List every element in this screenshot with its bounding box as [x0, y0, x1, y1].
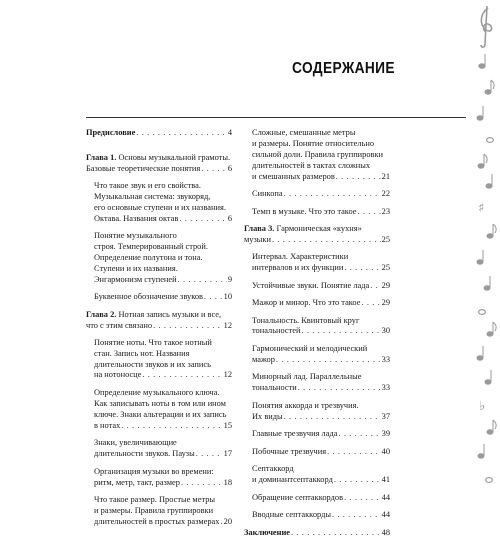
toc-right-column [244, 128, 390, 552]
dot-leader [272, 235, 381, 246]
toc-entry-title: Буквенное обозначение звуков [94, 292, 204, 302]
toc-entry-text: Сложные, смешанные метры [252, 128, 356, 137]
toc-entry-title: тональности [252, 383, 297, 393]
toc-entry-text: Организация музыки во времени: [94, 466, 214, 476]
toc-entry-text-line [252, 252, 390, 263]
toc-entry[interactable] [86, 310, 232, 332]
toc-entry-last-line [252, 189, 390, 200]
dot-leader [338, 429, 380, 440]
toc-entry[interactable] [244, 224, 390, 246]
toc-entry[interactable] [244, 298, 390, 309]
toc-entry-text-line [252, 161, 390, 172]
toc-entry-text: Определение музыкального ключа. [94, 387, 220, 397]
toc-page-number: 15 [223, 420, 232, 430]
toc-entry-text-line [244, 224, 390, 235]
toc-entry-text-line [252, 372, 390, 383]
toc-entry-title: на нотоносце [94, 370, 142, 380]
toc-entry[interactable] [244, 372, 390, 394]
page-title: СОДЕРЖАНИЕ [292, 60, 395, 77]
toc-entry-text-line [94, 192, 232, 203]
toc-entry-title: Главные трезвучия лада [252, 429, 338, 439]
toc-entry[interactable] [86, 292, 232, 303]
toc-entry-text: и размеры. Правила группировки [94, 505, 214, 515]
toc-page-number: 6 [227, 213, 232, 223]
toc-entry-text: Минорный лад. Параллельные [252, 372, 362, 382]
toc-entry[interactable] [244, 189, 390, 200]
toc-entry-text-line [252, 316, 390, 327]
title-rule [86, 117, 466, 118]
toc-entry-last-line [252, 493, 390, 504]
toc-entry-title: Устойчивые звуки. Понятие лада [252, 280, 370, 290]
toc-entry-title: Темп в музыке. Что это такое [252, 206, 357, 216]
toc-page-number: 39 [381, 429, 390, 439]
toc-entry-text-line [94, 506, 232, 517]
toc-entry-text: Что такое звук и его свойства. [94, 180, 201, 190]
toc-page-number: 29 [381, 280, 390, 290]
toc-entry-last-line [94, 275, 232, 286]
toc-entry-title: длительности звуков. Паузы [94, 449, 195, 459]
toc-page-number: 41 [381, 475, 390, 485]
toc-entry-last-line [252, 447, 390, 458]
toc-entry[interactable] [244, 128, 390, 183]
dot-leader [276, 355, 381, 366]
toc-entry-text-line [86, 310, 232, 321]
dot-leader [301, 326, 380, 337]
toc-entry-last-line [94, 421, 232, 432]
toc-entry-title: и доминантсептаккорд [252, 475, 333, 485]
toc-entry-title: в нотах [94, 420, 121, 430]
toc-page-number: 23 [381, 206, 390, 216]
toc-entry-title: Побочные трезвучия [252, 446, 327, 456]
dot-leader [201, 164, 227, 175]
toc-entry-last-line [94, 478, 232, 489]
toc-entry-text-line [94, 203, 232, 214]
toc-entry-text-line [252, 401, 390, 412]
toc-entry[interactable] [244, 429, 390, 440]
toc-entry-last-line [252, 412, 390, 423]
toc-entry-title: Предисловие [86, 128, 136, 137]
toc-entry[interactable] [86, 153, 232, 175]
toc-entry-text: стан. Запись нот. Названия [94, 348, 190, 358]
toc-entry-text-line [252, 464, 390, 475]
toc-entry-text-line [94, 181, 232, 192]
toc-entry[interactable] [244, 464, 390, 486]
toc-entry-text-line [94, 349, 232, 360]
toc-page-number: 12 [223, 370, 232, 380]
toc-entry-text: длительностей в тактах сложных [252, 160, 371, 170]
toc-entry-text-line [86, 153, 232, 164]
dot-leader [298, 383, 381, 394]
toc-entry-title: и смешанных размеров [252, 171, 335, 181]
toc-page-number: 18 [223, 477, 232, 487]
toc-entry-text: Знаки, увеличивающие [94, 438, 177, 448]
dot-leader [153, 321, 223, 332]
toc-page-number: 37 [381, 411, 390, 421]
toc-page-number: 40 [381, 446, 390, 456]
toc-entry[interactable] [86, 231, 232, 286]
toc-entry-last-line [94, 370, 232, 381]
toc-entry[interactable] [86, 128, 232, 139]
toc-entry-last-line [244, 528, 390, 539]
svg-text:♯: ♯ [478, 201, 485, 216]
chapter-number: Глава 2. [86, 309, 117, 319]
toc-page-number: 21 [381, 171, 390, 181]
chapter-number: Глава 1. [86, 152, 117, 162]
toc-entry-title: Энгармонизм ступеней [94, 274, 177, 284]
toc-entry[interactable] [86, 467, 232, 489]
toc-entry-title: музыки [244, 235, 271, 245]
toc-entry-last-line [86, 164, 232, 175]
dot-leader [284, 189, 381, 200]
toc-entry-title: Мажор и минор. Что это такое [252, 298, 361, 308]
toc-entry-text: Понятие ноты. Что такое нотный [94, 337, 212, 347]
toc-entry-text-line [94, 388, 232, 399]
toc-entry[interactable] [244, 528, 390, 539]
dot-leader [370, 281, 380, 292]
toc-entry[interactable] [244, 207, 390, 218]
toc-entry[interactable] [86, 388, 232, 432]
toc-entry-last-line [252, 172, 390, 183]
toc-entry-text-line [252, 150, 390, 161]
toc-entry-text: строя. Темперированный строй. [94, 242, 208, 252]
toc-entry-last-line [252, 355, 390, 366]
toc-entry-text: сильной доли. Правила группировки [252, 149, 384, 159]
toc-page-number: 44 [381, 510, 390, 520]
toc-entry-title: Их виды [252, 411, 283, 421]
dot-leader [181, 478, 223, 489]
toc-entry-title: тональностей [252, 326, 301, 336]
toc-entry-last-line [252, 281, 390, 292]
toc-entry-text: Гармонический и мелодический [252, 343, 368, 353]
toc-entry-text-line [94, 231, 232, 242]
toc-entry-last-line [94, 292, 232, 303]
toc-entry-title: Октава. Названия октав [94, 213, 179, 223]
chapter-number: Глава 3. [244, 224, 275, 234]
dot-leader [344, 263, 380, 274]
toc-entry-title: Базовые теоретические понятия [86, 163, 201, 173]
toc-entry[interactable] [86, 181, 232, 225]
toc-entry[interactable] [244, 493, 390, 504]
toc-entry[interactable] [86, 338, 232, 382]
toc-entry-title: Вводные септаккорды [252, 510, 331, 520]
dot-leader [136, 128, 227, 139]
toc-entry-text: Музыкальная система: звукоряд, [94, 191, 211, 201]
toc-page-number: 25 [381, 263, 390, 273]
toc-entry-last-line [252, 510, 390, 521]
toc-page-number: 17 [223, 449, 232, 459]
dot-leader [121, 421, 222, 432]
toc-entry-last-line [94, 214, 232, 225]
toc-entry[interactable] [244, 252, 390, 274]
toc-entry[interactable] [244, 401, 390, 423]
toc-entry-last-line [94, 517, 232, 528]
toc-page-number: 25 [381, 235, 390, 245]
toc-page-number: 44 [381, 492, 390, 502]
toc-entry-text-line [94, 360, 232, 371]
toc-entry-text: Понятие музыкального [94, 231, 177, 241]
dot-leader [142, 370, 222, 381]
toc-entry-last-line [244, 235, 390, 246]
dot-leader [178, 275, 227, 286]
toc-entry-text: Основы музыкальной грамоты. [116, 152, 231, 162]
toc-entry-title: Заключение [244, 527, 291, 537]
toc-entry-text-line [94, 399, 232, 410]
toc-entry-title: что с этим связано [86, 320, 153, 330]
toc-entry-last-line [86, 321, 232, 332]
toc-left-column [86, 128, 232, 534]
toc-entry-text-line [94, 438, 232, 449]
toc-entry-text: Что такое размер. Простые метры [94, 495, 216, 504]
toc-entry[interactable] [244, 316, 390, 338]
toc-entry-last-line [86, 128, 232, 139]
toc-entry-text: его основные ступени и их названия. [94, 202, 226, 212]
toc-entry-text: Определение полутона и тона. [94, 252, 203, 262]
toc-entry[interactable] [244, 510, 390, 521]
toc-page-number: 30 [381, 326, 390, 336]
music-notes-icon [470, 0, 500, 500]
toc-page-number: 33 [381, 354, 390, 364]
dot-leader [361, 298, 380, 309]
toc-entry-text-line [94, 338, 232, 349]
toc-entry-text-line [94, 253, 232, 264]
toc-entry-text: Гармоническая «кухня» [274, 224, 362, 234]
toc-entry-text: и размеры. Понятие относительно [252, 138, 375, 148]
dot-leader [179, 214, 226, 225]
dot-leader [204, 292, 223, 303]
toc-entry-last-line [252, 298, 390, 309]
toc-entry-last-line [252, 429, 390, 440]
toc-entry-text-line [252, 344, 390, 355]
toc-page-number: 33 [381, 383, 390, 393]
toc-entry-title: Обращение септаккордов [252, 492, 344, 502]
toc-entry-text: ключе. Знаки альтерации и их запись [94, 409, 227, 419]
toc-entry-title: ритм, метр, такт, размер [94, 477, 180, 487]
toc-entry-text-line [94, 264, 232, 275]
toc-entry-last-line [94, 449, 232, 460]
svg-text:♭: ♭ [479, 399, 486, 414]
toc-entry-text-line [94, 467, 232, 478]
toc-entry-text: Понятия аккорда и трезвучия. [252, 400, 359, 410]
toc-page-number: 20 [223, 516, 232, 526]
toc-entry-text-line [252, 139, 390, 150]
toc-page-number: 12 [223, 320, 232, 330]
toc-entry[interactable] [244, 344, 390, 366]
toc-entry-title: длительностей в простых размерах [94, 516, 220, 526]
toc-page-number: 4 [227, 128, 232, 137]
dot-leader [327, 447, 381, 458]
toc-entry-title: мажор [252, 354, 275, 364]
music-notes-decoration [470, 0, 500, 500]
toc-entry[interactable] [244, 447, 390, 458]
toc-entry-last-line [252, 475, 390, 486]
toc-entry-text: Интервал. Характеристики [252, 252, 349, 262]
toc-entry-text-line [252, 128, 390, 139]
toc-entry-title: интервалов и их функции [252, 263, 344, 273]
toc-entry-title: Синкопа [252, 189, 283, 199]
dot-leader [196, 449, 223, 460]
toc-entry-text: длительности звуков и их запись [94, 359, 211, 369]
toc-entry-last-line [252, 263, 390, 274]
toc-entry-text-line [94, 495, 232, 506]
dot-leader [334, 475, 381, 486]
dot-leader [291, 528, 381, 539]
dot-leader [357, 207, 380, 218]
toc-entry-text: Септаккорд [252, 464, 294, 474]
dot-leader [220, 517, 222, 528]
toc-entry-text: Ступени и их названия. [94, 263, 178, 273]
toc-entry-last-line [252, 326, 390, 337]
toc-page-number: 9 [227, 274, 232, 284]
toc-entry-text-line [94, 242, 232, 253]
dot-leader [284, 412, 381, 423]
dot-leader [336, 172, 381, 183]
toc-page-number: 6 [227, 163, 232, 173]
toc-entry-text: Тональность. Квинтовый круг [252, 315, 360, 325]
toc-page-number: 10 [223, 292, 232, 302]
toc-entry-last-line [252, 383, 390, 394]
toc-entry-last-line [252, 207, 390, 218]
toc-entry-text-line [94, 410, 232, 421]
dot-leader [332, 510, 381, 521]
toc-entry-text: Как записывать ноты в том или ином [94, 398, 226, 408]
toc-entry[interactable] [244, 281, 390, 292]
dot-leader [344, 493, 381, 504]
toc-entry[interactable] [86, 438, 232, 460]
toc-page-number: 48 [381, 527, 390, 537]
toc-page-number: 29 [381, 298, 390, 308]
toc-page-number: 22 [381, 189, 390, 199]
toc-entry-text: Нотная запись музыки и все, [116, 309, 222, 319]
